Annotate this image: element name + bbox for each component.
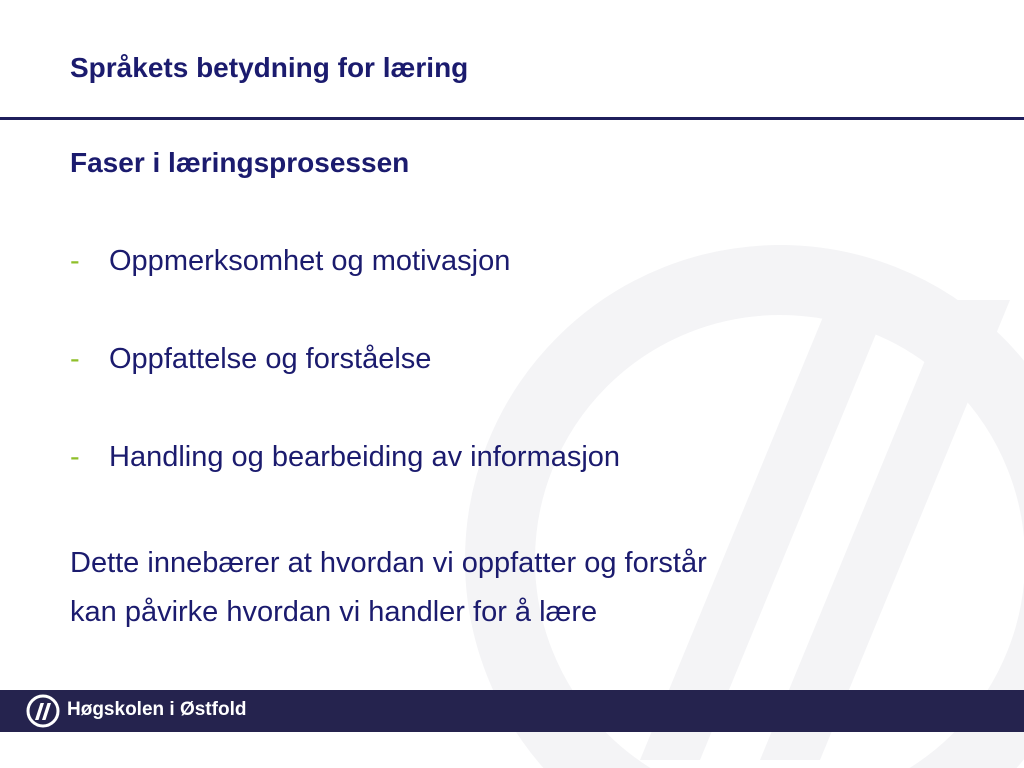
- hiof-logo-icon: [25, 693, 61, 729]
- bullet-marker: -: [70, 245, 80, 277]
- bullet-text: Oppmerksomhet og motivasjon: [109, 245, 511, 277]
- bullet-item: [70, 343, 431, 376]
- bullet-marker: -: [70, 343, 80, 375]
- bullet-item: [70, 441, 620, 474]
- bullet-marker: -: [70, 441, 80, 473]
- bullet-text: Handling og bearbeiding av informasjon: [109, 441, 621, 473]
- institution-name: Høgskolen i Østfold: [67, 699, 247, 720]
- title-divider: [0, 117, 1024, 120]
- bullet-text: Oppfattelse og forståelse: [109, 343, 432, 375]
- body-paragraph: [70, 539, 707, 637]
- paragraph-line: Dette innebærer at hvordan vi oppfatter og forstår: [70, 547, 707, 579]
- section-heading: Faser i læringsprosessen: [70, 147, 410, 178]
- slide-title: Språkets betydning for læring: [70, 52, 469, 83]
- bullet-item: [70, 245, 510, 278]
- footer-bar: [0, 690, 1024, 732]
- paragraph-line: kan påvirke hvordan vi handler for å lære: [70, 596, 598, 628]
